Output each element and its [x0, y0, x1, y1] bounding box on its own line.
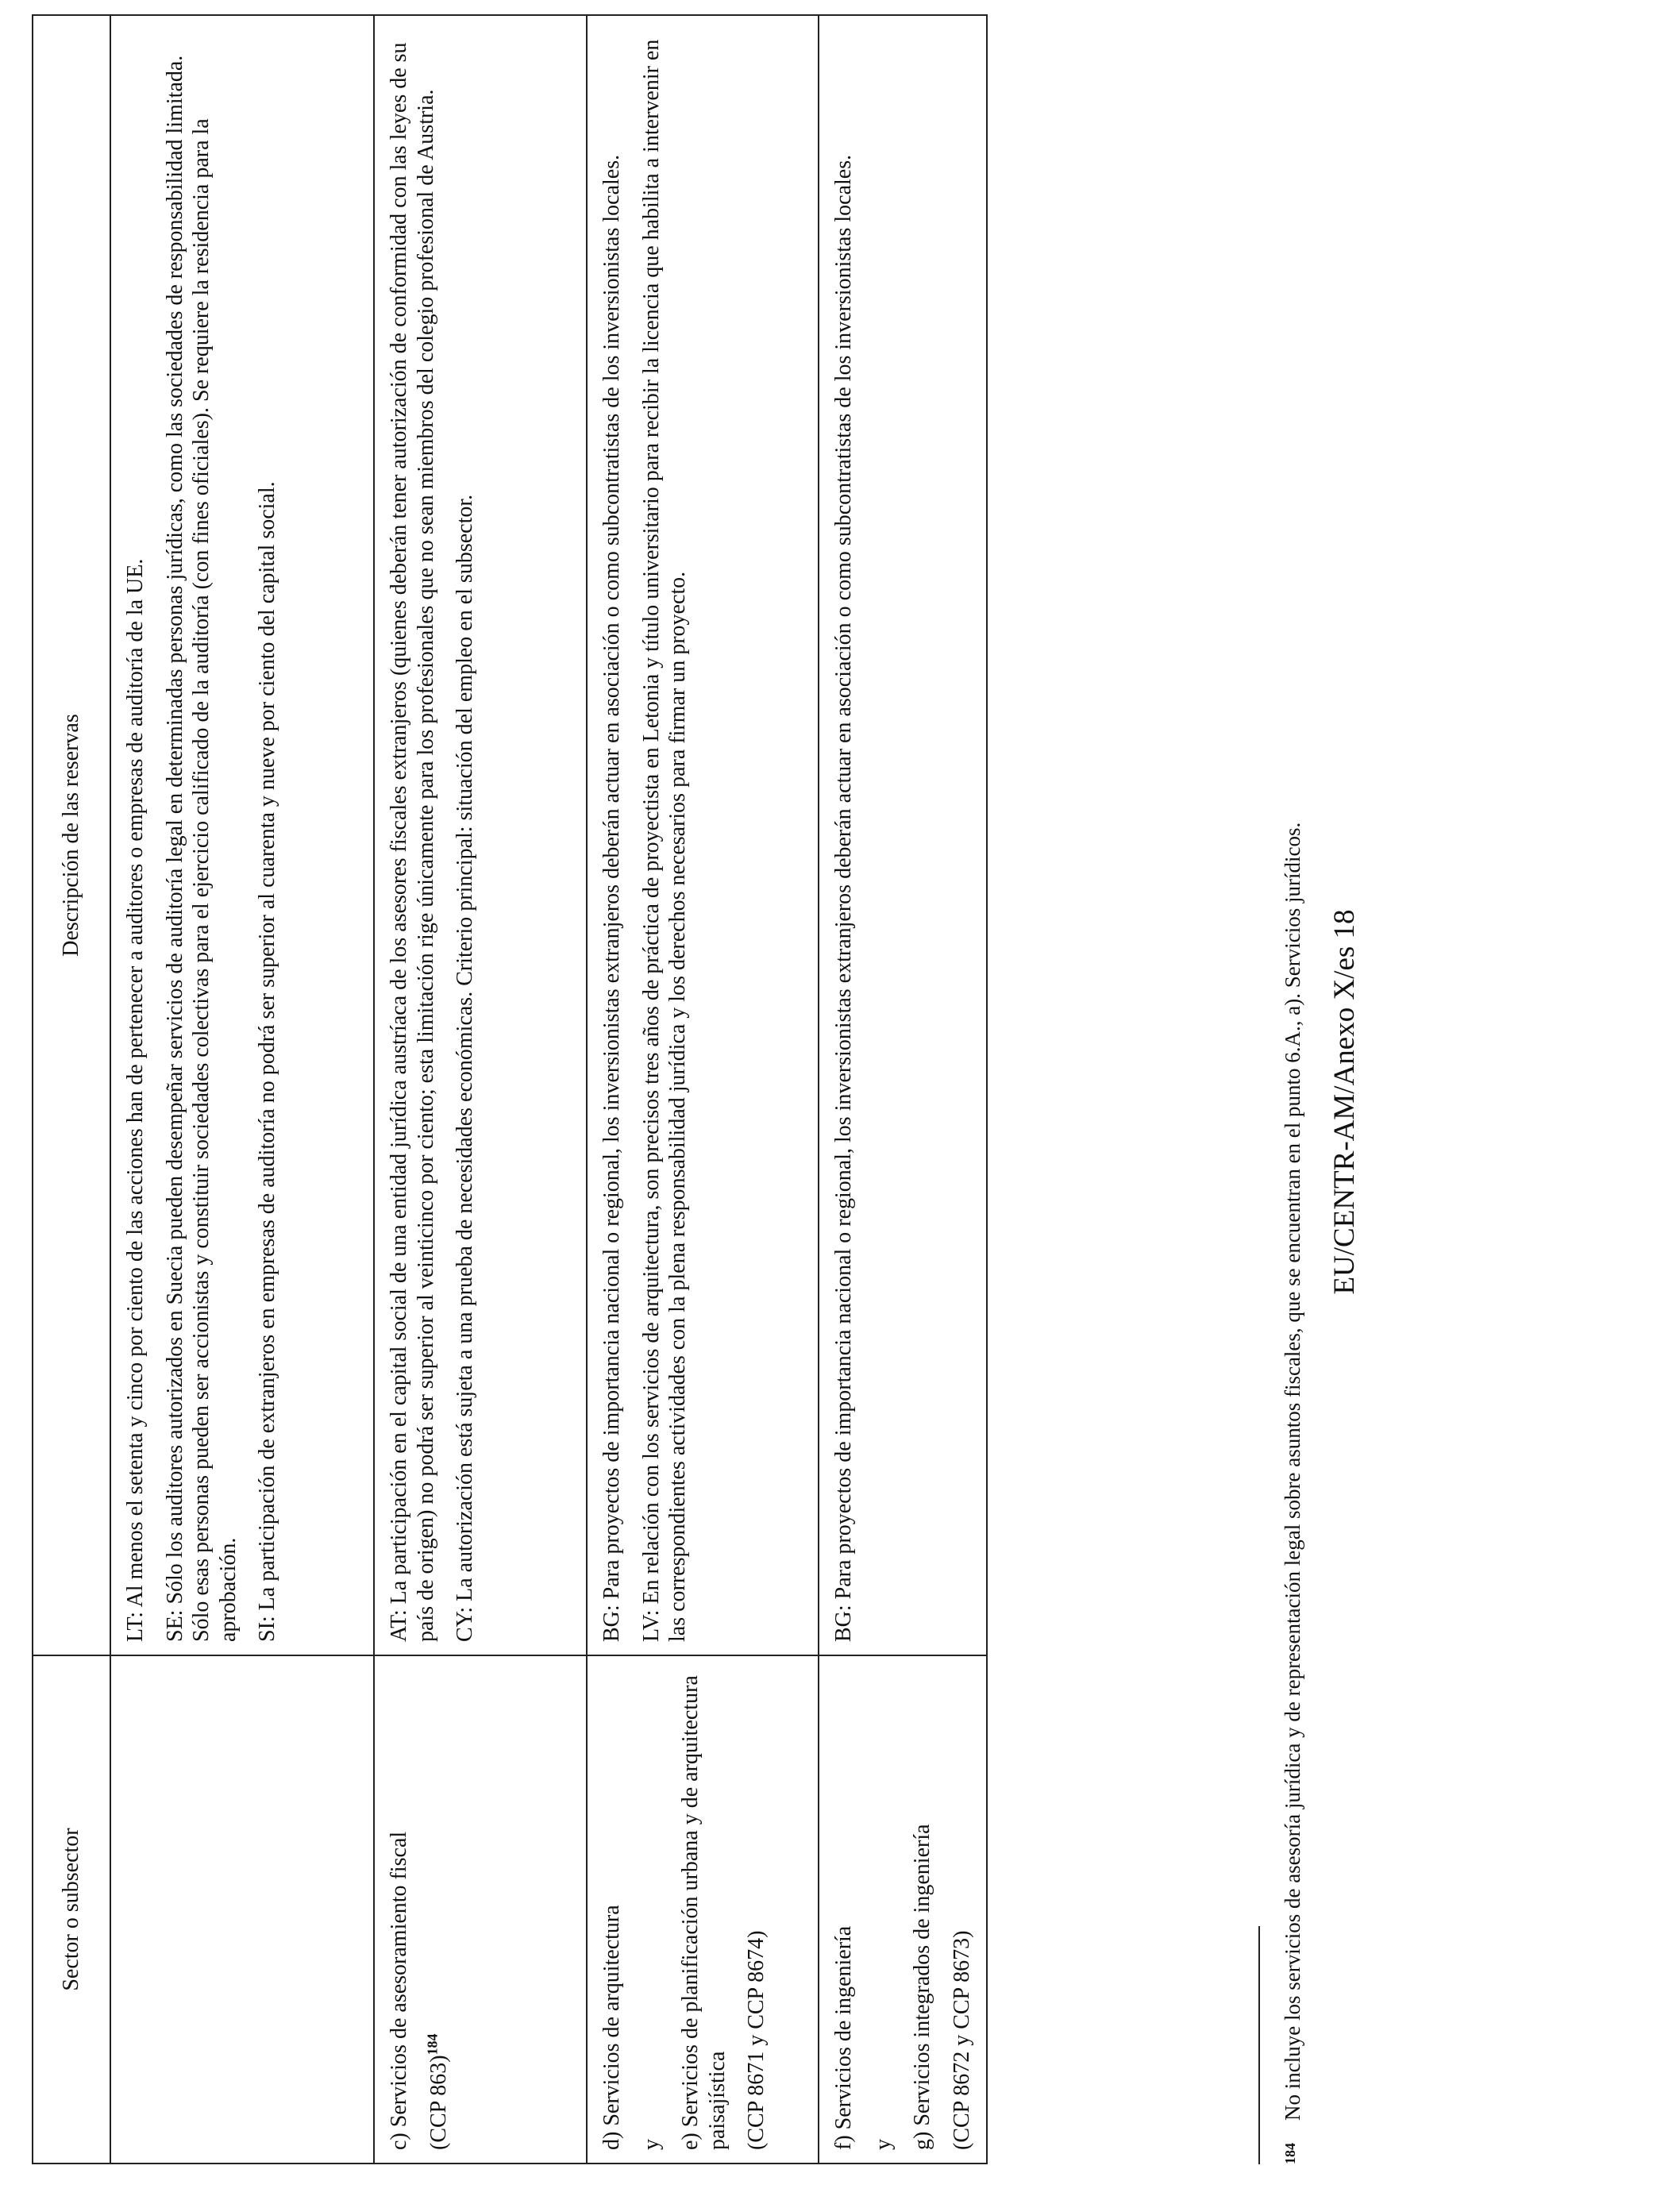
table-row: [587, 15, 819, 2164]
footnote-ref: 184: [424, 2033, 441, 2056]
header-descripcion: Descripción de las reservas: [33, 15, 110, 1655]
sector-label: d) Servicios de arquitectura: [599, 1905, 624, 2150]
footnote-divider: [1258, 1926, 1260, 2164]
document-reference: EU/CENTR-AM/Anexo X/es 18: [1328, 909, 1361, 1295]
sector-code: (CCP 8672 y CCP 8673): [949, 1930, 974, 2150]
sector-label: g) Servicios integrados de ingeniería: [910, 1824, 935, 2150]
sector-cell: [587, 1655, 819, 2164]
sector-code: [426, 1669, 453, 2150]
description-cell: [587, 15, 819, 1655]
sector-cell: [110, 1655, 374, 2164]
sector-label: f) Servicios de ingeniería: [831, 1925, 856, 2150]
reservation-paragraph: BG: Para proyectos de importancia nacional o regional, los inversionistas extranjeros deberán actuar en asociación o como subcontratistas de los inversionistas locales.: [831, 154, 856, 1642]
reservation-paragraph: LT: Al menos el setenta y cinco por ciento de las acciones han de pertenecer a auditores o empresas de auditoría de la UE.: [123, 558, 148, 1642]
reservation-paragraph: SE: Sólo los auditores autorizados en Suecia pueden desempeñar servicios de auditoría legal en determinadas personas jurídicas, como las sociedades de responsabilidad limitada. Sólo esas personas pueden ser accionistas y constituir sociedades colectivas para el ejercicio calificado de la auditoría (con fines oficiales). Se requiere la residencia para la aprobación.: [162, 55, 241, 1642]
sector-label: e) Servicios de planificación urbana y de arquitectura paisajística: [678, 1675, 730, 2150]
reservation-paragraph: AT: La participación en el capital social de una entidad jurídica austríaca de los asesores fiscales extranjeros (quienes deberán tener autorización de conformidad con las leyes de su país de origen) no podrá ser superior al veinticinco por ciento; esta limitación rige únicamente para los profesionales que no sean miembros del colegio profesional de Austria.: [387, 42, 438, 1642]
reservations-table: [32, 14, 988, 2164]
footnote-text: No incluye los servicios de asesoría jurídica y de representación legal sobre asuntos fiscales, que se encuentran en el punto 6.A., a). Servicios jurídicos.: [1281, 822, 1304, 2121]
reservation-paragraph: CY: La autorización está sujeta a una prueba de necesidades económicas. Criterio principal: situación del empleo en el subsector.: [453, 494, 478, 1642]
description-cell: [110, 15, 374, 1655]
reservation-paragraph: BG: Para proyectos de importancia nacional o regional, los inversionistas extranjeros deberán actuar en asociación o como subcontratistas de los inversionistas locales.: [599, 154, 624, 1642]
header-sector: Sector o subsector: [33, 1655, 110, 2164]
sector-code-text: (CCP 863): [426, 2055, 451, 2150]
reservation-paragraph: SI: La participación de extranjeros en empresas de auditoría no podrá ser superior al cuarenta y nueve por ciento del capital social.: [255, 481, 280, 1642]
footnote: [1280, 100, 1305, 2164]
description-cell: [819, 15, 987, 1655]
sector-cell: [819, 1655, 987, 2164]
sector-code: (CCP 8671 y CCP 8674): [744, 1930, 769, 2150]
sector-connector: y: [870, 2139, 896, 2150]
table-header-row: [33, 15, 110, 2164]
sector-label: c) Servicios de asesoramiento fiscal: [387, 1831, 411, 2150]
reservation-paragraph: LV: En relación con los servicios de arquitectura, son precisos tres años de práctica de proyectista en Letonia y título universitario para recibir la licencia que habilita a intervenir en las correspondientes actividades con la plena responsabilidad jurídica y los derechos necesarios para firmar un proyecto.: [638, 39, 691, 1642]
sector-cell: [374, 1655, 587, 2164]
sector-connector: y: [638, 2139, 664, 2150]
table-row: [110, 15, 374, 2164]
table-row: [374, 15, 587, 2164]
table-row: [819, 15, 987, 2164]
description-cell: [374, 15, 587, 1655]
footnote-number: 184: [1282, 2143, 1298, 2164]
